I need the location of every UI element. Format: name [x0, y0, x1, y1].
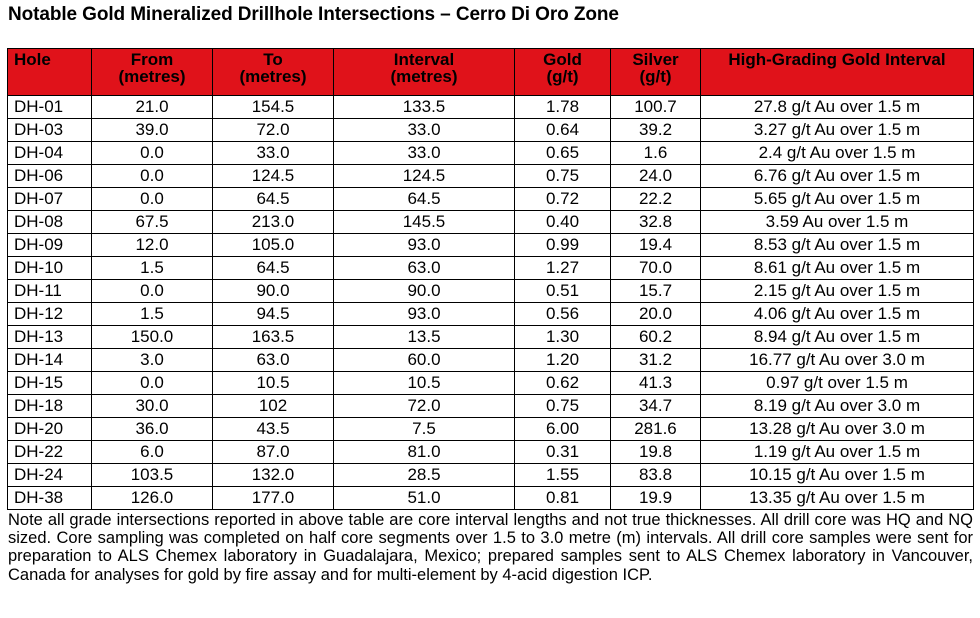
cell-interval: 133.5 [334, 96, 515, 119]
cell-interval: 51.0 [334, 487, 515, 510]
cell-to: 33.0 [213, 142, 334, 165]
table-row [8, 487, 974, 510]
cell-silver: 19.4 [611, 234, 701, 257]
document-title: Notable Gold Mineralized Drillhole Intersections – Cerro Di Oro Zone [8, 4, 619, 25]
cell-silver: 281.6 [611, 418, 701, 441]
cell-hole: DH-06 [8, 165, 92, 188]
cell-gold: 0.75 [515, 165, 611, 188]
cell-interval: 124.5 [334, 165, 515, 188]
cell-hole: DH-15 [8, 372, 92, 395]
header-from: From (metres) [92, 49, 213, 96]
table-body [8, 96, 974, 510]
cell-from: 0.0 [92, 142, 213, 165]
header-to: To (metres) [213, 49, 334, 96]
cell-interval: 64.5 [334, 188, 515, 211]
cell-interval: 93.0 [334, 234, 515, 257]
cell-from: 39.0 [92, 119, 213, 142]
table-row [8, 303, 974, 326]
cell-gold: 1.30 [515, 326, 611, 349]
cell-silver: 100.7 [611, 96, 701, 119]
cell-hole: DH-18 [8, 395, 92, 418]
cell-silver: 22.2 [611, 188, 701, 211]
cell-to: 10.5 [213, 372, 334, 395]
cell-from: 1.5 [92, 303, 213, 326]
table-row [8, 464, 974, 487]
cell-silver: 34.7 [611, 395, 701, 418]
cell-gold: 1.27 [515, 257, 611, 280]
cell-silver: 31.2 [611, 349, 701, 372]
cell-to: 163.5 [213, 326, 334, 349]
cell-gold: 0.31 [515, 441, 611, 464]
cell-gold: 0.99 [515, 234, 611, 257]
cell-from: 0.0 [92, 188, 213, 211]
cell-gold: 6.00 [515, 418, 611, 441]
cell-from: 150.0 [92, 326, 213, 349]
cell-to: 124.5 [213, 165, 334, 188]
cell-to: 64.5 [213, 257, 334, 280]
cell-high-grade: 8.19 g/t Au over 3.0 m [701, 395, 974, 418]
cell-interval: 60.0 [334, 349, 515, 372]
cell-hole: DH-01 [8, 96, 92, 119]
header-silver: Silver (g/t) [611, 49, 701, 96]
cell-from: 6.0 [92, 441, 213, 464]
cell-hole: DH-09 [8, 234, 92, 257]
cell-gold: 0.81 [515, 487, 611, 510]
cell-silver: 1.6 [611, 142, 701, 165]
cell-from: 30.0 [92, 395, 213, 418]
cell-to: 43.5 [213, 418, 334, 441]
cell-high-grade: 4.06 g/t Au over 1.5 m [701, 303, 974, 326]
cell-high-grade: 1.19 g/t Au over 1.5 m [701, 441, 974, 464]
cell-high-grade: 3.59 Au over 1.5 m [701, 211, 974, 234]
table-row [8, 119, 974, 142]
cell-interval: 63.0 [334, 257, 515, 280]
cell-high-grade: 10.15 g/t Au over 1.5 m [701, 464, 974, 487]
cell-hole: DH-10 [8, 257, 92, 280]
table-row [8, 349, 974, 372]
cell-silver: 32.8 [611, 211, 701, 234]
cell-high-grade: 13.35 g/t Au over 1.5 m [701, 487, 974, 510]
table-row [8, 395, 974, 418]
cell-gold: 1.78 [515, 96, 611, 119]
table-row [8, 142, 974, 165]
cell-from: 103.5 [92, 464, 213, 487]
cell-hole: DH-38 [8, 487, 92, 510]
cell-silver: 15.7 [611, 280, 701, 303]
cell-high-grade: 8.94 g/t Au over 1.5 m [701, 326, 974, 349]
cell-from: 126.0 [92, 487, 213, 510]
cell-to: 177.0 [213, 487, 334, 510]
cell-from: 3.0 [92, 349, 213, 372]
cell-interval: 7.5 [334, 418, 515, 441]
cell-gold: 0.51 [515, 280, 611, 303]
cell-to: 132.0 [213, 464, 334, 487]
cell-to: 102 [213, 395, 334, 418]
cell-from: 21.0 [92, 96, 213, 119]
cell-hole: DH-13 [8, 326, 92, 349]
cell-silver: 83.8 [611, 464, 701, 487]
cell-gold: 1.55 [515, 464, 611, 487]
header-gold: Gold (g/t) [515, 49, 611, 96]
cell-interval: 33.0 [334, 119, 515, 142]
header-high-grade: High-Grading Gold Interval [701, 49, 974, 96]
cell-interval: 10.5 [334, 372, 515, 395]
cell-to: 72.0 [213, 119, 334, 142]
cell-hole: DH-24 [8, 464, 92, 487]
table-row [8, 96, 974, 119]
cell-silver: 24.0 [611, 165, 701, 188]
cell-high-grade: 27.8 g/t Au over 1.5 m [701, 96, 974, 119]
cell-high-grade: 0.97 g/t over 1.5 m [701, 372, 974, 395]
cell-gold: 0.65 [515, 142, 611, 165]
table-row [8, 257, 974, 280]
cell-high-grade: 6.76 g/t Au over 1.5 m [701, 165, 974, 188]
table-row [8, 326, 974, 349]
cell-interval: 81.0 [334, 441, 515, 464]
drillhole-table [7, 48, 974, 510]
table-row [8, 441, 974, 464]
cell-gold: 0.62 [515, 372, 611, 395]
cell-high-grade: 8.61 g/t Au over 1.5 m [701, 257, 974, 280]
cell-from: 1.5 [92, 257, 213, 280]
cell-to: 213.0 [213, 211, 334, 234]
cell-hole: DH-14 [8, 349, 92, 372]
cell-from: 67.5 [92, 211, 213, 234]
cell-hole: DH-20 [8, 418, 92, 441]
cell-high-grade: 8.53 g/t Au over 1.5 m [701, 234, 974, 257]
cell-from: 0.0 [92, 165, 213, 188]
cell-from: 0.0 [92, 280, 213, 303]
table-row [8, 418, 974, 441]
cell-hole: DH-08 [8, 211, 92, 234]
cell-from: 0.0 [92, 372, 213, 395]
table-header-row [8, 49, 974, 96]
footnote: Note all grade intersections reported in above table are core interval lengths and not true thicknesses. All drill core was HQ and NQ sized. Core sampling was completed on half core segments over 1.5 to 3.0 metre (m) intervals. All drill core samples were sent for preparation to ALS Chemex laboratory in Guadalajara, Mexico; prepared samples sent to ALS Chemex laboratory in Vancouver, Canada for analyses for gold by fire assay and for multi-element by 4-acid digestion ICP. [8, 511, 973, 584]
cell-gold: 1.20 [515, 349, 611, 372]
table-row [8, 211, 974, 234]
cell-interval: 93.0 [334, 303, 515, 326]
cell-to: 90.0 [213, 280, 334, 303]
cell-interval: 72.0 [334, 395, 515, 418]
cell-silver: 70.0 [611, 257, 701, 280]
cell-to: 87.0 [213, 441, 334, 464]
cell-interval: 33.0 [334, 142, 515, 165]
cell-to: 105.0 [213, 234, 334, 257]
table-row [8, 165, 974, 188]
cell-to: 154.5 [213, 96, 334, 119]
cell-gold: 0.75 [515, 395, 611, 418]
cell-interval: 145.5 [334, 211, 515, 234]
cell-interval: 13.5 [334, 326, 515, 349]
cell-high-grade: 13.28 g/t Au over 3.0 m [701, 418, 974, 441]
header-hole: Hole [8, 49, 92, 96]
cell-to: 64.5 [213, 188, 334, 211]
cell-hole: DH-22 [8, 441, 92, 464]
table-row [8, 234, 974, 257]
cell-silver: 60.2 [611, 326, 701, 349]
cell-gold: 0.40 [515, 211, 611, 234]
cell-hole: DH-12 [8, 303, 92, 326]
cell-hole: DH-04 [8, 142, 92, 165]
cell-silver: 19.8 [611, 441, 701, 464]
table-container [7, 48, 973, 510]
cell-hole: DH-11 [8, 280, 92, 303]
cell-high-grade: 2.4 g/t Au over 1.5 m [701, 142, 974, 165]
cell-silver: 20.0 [611, 303, 701, 326]
cell-hole: DH-07 [8, 188, 92, 211]
cell-silver: 41.3 [611, 372, 701, 395]
cell-high-grade: 5.65 g/t Au over 1.5 m [701, 188, 974, 211]
cell-gold: 0.64 [515, 119, 611, 142]
header-interval: Interval (metres) [334, 49, 515, 96]
table-row [8, 188, 974, 211]
cell-gold: 0.56 [515, 303, 611, 326]
cell-high-grade: 3.27 g/t Au over 1.5 m [701, 119, 974, 142]
cell-interval: 28.5 [334, 464, 515, 487]
cell-silver: 39.2 [611, 119, 701, 142]
cell-interval: 90.0 [334, 280, 515, 303]
cell-silver: 19.9 [611, 487, 701, 510]
cell-high-grade: 2.15 g/t Au over 1.5 m [701, 280, 974, 303]
cell-high-grade: 16.77 g/t Au over 3.0 m [701, 349, 974, 372]
table-row [8, 280, 974, 303]
cell-gold: 0.72 [515, 188, 611, 211]
cell-from: 12.0 [92, 234, 213, 257]
table-row [8, 372, 974, 395]
cell-hole: DH-03 [8, 119, 92, 142]
cell-to: 63.0 [213, 349, 334, 372]
cell-from: 36.0 [92, 418, 213, 441]
cell-to: 94.5 [213, 303, 334, 326]
